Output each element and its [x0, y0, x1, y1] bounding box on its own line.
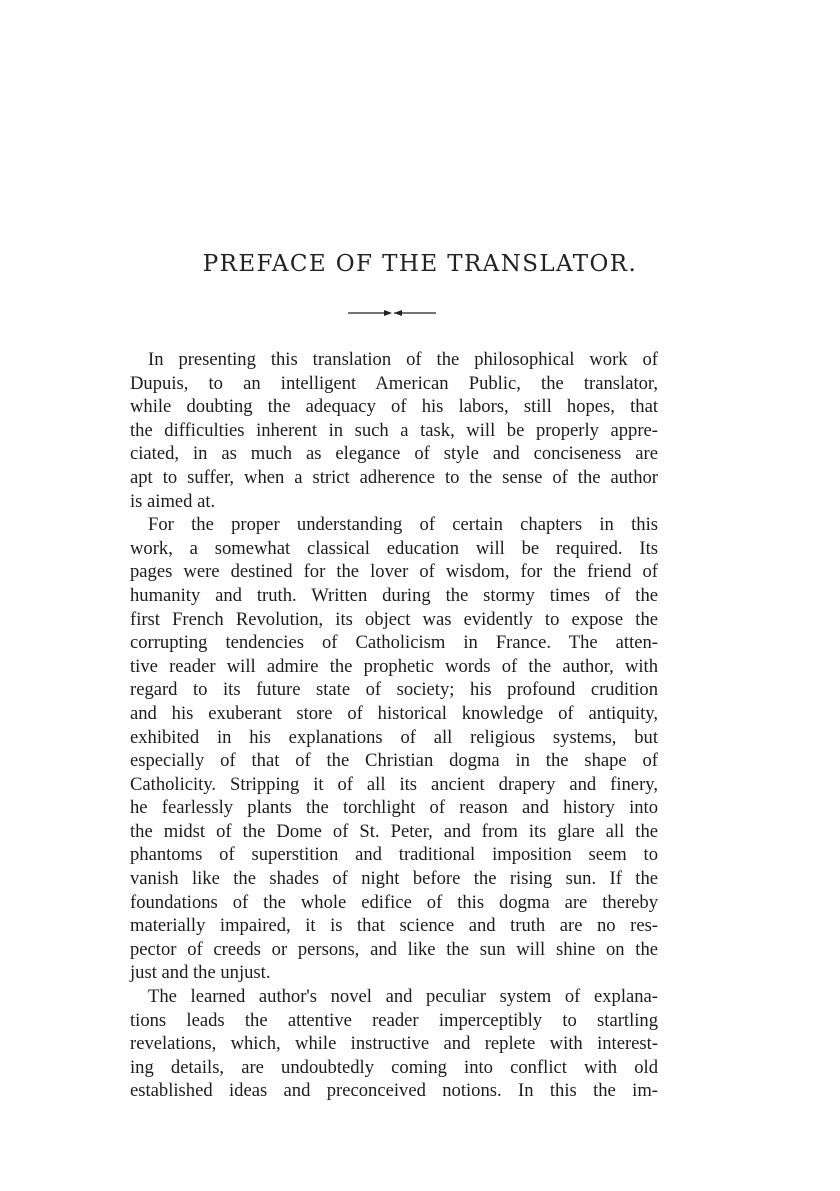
text-line: is aimed at. [130, 490, 216, 512]
text-line: ing details, are undoubtedly coming into conflict with old [130, 1056, 658, 1078]
text-line: established ideas and preconceived notions. In this the im- [130, 1080, 658, 1102]
text-line: work, a somewhat classical education will be required. Its [130, 537, 658, 559]
paragraph-2 [130, 513, 658, 985]
text-line: pages were destined for the lover of wisdom, for the friend of [130, 561, 658, 583]
arrow-divider-icon [346, 307, 438, 319]
text-line: apt to suffer, when a strict adherence to the sense of the author [130, 466, 658, 488]
text-line: vanish like the shades of night before the rising sun. If the [130, 868, 658, 890]
text-line: he fearlessly plants the torchlight of reason and history into [130, 797, 658, 819]
text-line: humanity and truth. Written during the stormy times of the [130, 584, 658, 606]
text-line: while doubting the adequacy of his labors, still hopes, that [130, 396, 658, 418]
text-line: The learned author's novel and peculiar system of explana- [148, 986, 658, 1008]
text-line: first French Revolution, its object was evidently to expose the [130, 608, 658, 630]
text-line: corrupting tendencies of Catholicism in France. The atten- [130, 632, 658, 654]
text-line: just and the unjust. [130, 962, 271, 984]
text-line: exhibited in his explanations of all religious systems, but [130, 726, 658, 748]
page-title: PREFACE OF THE TRANSLATOR. [202, 251, 638, 277]
text-line: regard to its future state of society; his profound crudition [130, 679, 658, 701]
text-line: In presenting this translation of the philosophical work of [148, 349, 658, 370]
text-line: materially impaired, it is that science and truth are no res- [130, 915, 658, 937]
text-line: the midst of the Dome of St. Peter, and from its glare all the [130, 820, 658, 842]
body-text [130, 348, 658, 1103]
text-line: Dupuis, to an intelligent American Public, the translator, [130, 372, 658, 394]
text-line: and his exuberant store of historical knowledge of antiquity, [130, 702, 658, 724]
paragraph-3 [130, 985, 658, 1103]
text-line: revelations, which, while instructive and replete with interest- [130, 1033, 658, 1055]
text-line: Catholicity. Stripping it of all its ancient drapery and finery, [130, 773, 658, 795]
text-line: tions leads the attentive reader imperceptibly to startling [130, 1009, 658, 1031]
text-line: pector of creeds or persons, and like the sun will shine on the [130, 938, 658, 960]
text-line: ciated, in as much as elegance of style and conciseness are [130, 443, 658, 465]
text-line: For the proper understanding of certain chapters in this [148, 514, 658, 536]
text-line: phantoms of superstition and traditional imposition seem to [130, 844, 658, 866]
paragraph-1 [130, 348, 658, 513]
text-line: especially of that of the Christian dogma in the shape of [130, 750, 658, 772]
text-line: the difficulties inherent in such a task, will be properly appre- [130, 419, 658, 441]
text-line: foundations of the whole edifice of this dogma are thereby [130, 891, 658, 913]
text-line: tive reader will admire the prophetic words of the author, with [130, 655, 658, 677]
